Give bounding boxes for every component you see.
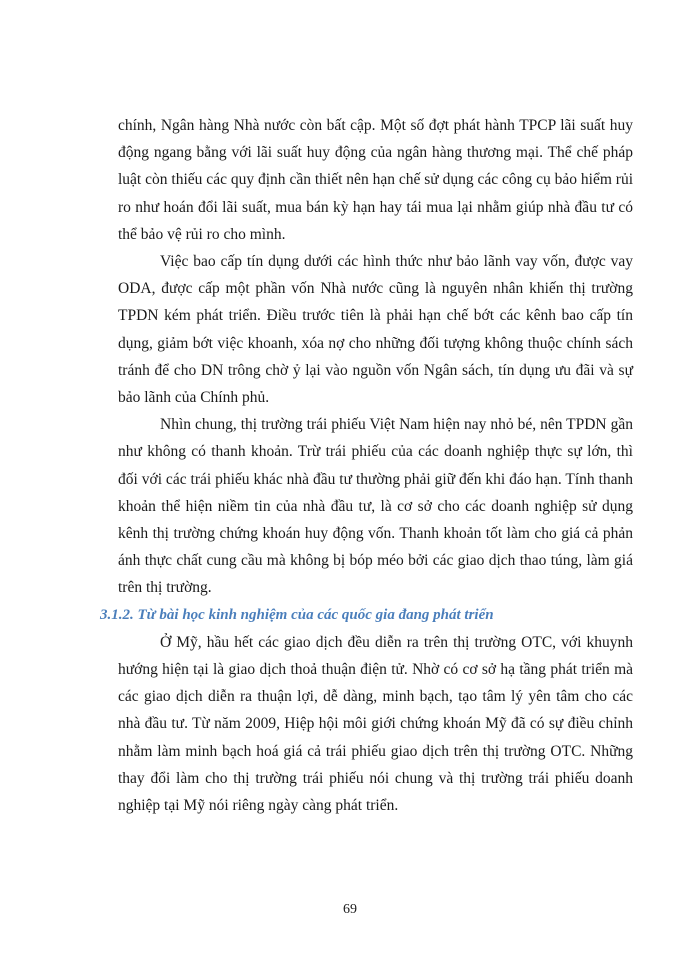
paragraph-2: Việc bao cấp tín dụng dưới các hình thức như bảo lãnh vay vốn, được vay ODA, được cấp một phần vốn Nhà nước cũng là nguyên nhân khiến thị trường TPDN kém phát triển. Điều trước tiên là phải hạn chế bớt các kênh bao cấp tín dụng, giảm bớt việc khoanh, xóa nợ cho những đối tượng không thuộc chính sách tránh để cho DN trông chờ ỷ lại vào nguồn vốn Ngân sách, tín dụng ưu đãi và sự bảo lãnh của Chính phủ.: [118, 253, 633, 407]
paragraph-3: Nhìn chung, thị trường trái phiếu Việt Nam hiện nay nhỏ bé, nên TPDN gần như không có thanh khoản. Trừ trái phiếu của các doanh nghiệp thực sự lớn, thì đối với các trái phiếu khác nhà đầu tư thường phải giữ đến khi đáo hạn. Tính thanh khoản thể hiện niềm tin của nhà đầu tư, là cơ sở cho các doanh nghiệp sử dụng kênh thị trường chứng khoán huy động vốn. Thanh khoản tốt làm cho giá cả phản ánh thực chất cung cầu mà không bị bóp méo bởi các giao dịch thao túng, làm giá trên thị trường.: [118, 416, 633, 597]
section-heading: 3.1.2. Từ bài học kinh nghiệm của các quốc gia đang phát triển: [100, 606, 494, 623]
page-number: 69: [343, 902, 357, 917]
paragraph-1: chính, Ngân hàng Nhà nước còn bất cập. Một số đợt phát hành TPCP lãi suất huy động ngang bằng với lãi suất huy động của ngân hàng thương mại. Thể chế pháp luật còn thiếu các quy định cần thiết nên hạn chế sử dụng các công cụ bảo hiểm rủi ro như hoán đổi lãi suất, mua bán kỳ hạn hay tái mua lại nhằm giúp nhà đầu tư có thể bảo vệ rủi ro cho mình.: [118, 117, 633, 243]
paragraph-4: Ở Mỹ, hầu hết các giao dịch đều diễn ra trên thị trường OTC, với khuynh hướng hiện tại là giao dịch thoả thuận điện tử. Nhờ có cơ sở hạ tầng phát triển mà các giao dịch diễn ra thuận lợi, dễ dàng, minh bạch, tạo tâm lý yên tâm cho các nhà đầu tư. Từ năm 2009, Hiệp hội môi giới chứng khoán Mỹ đã có sự điều chỉnh nhằm làm minh bạch hoá giá cả trái phiếu giao dịch trên thị trường OTC. Những thay đổi làm cho thị trường trái phiếu nói chung và thị trường trái phiếu doanh nghiệp tại Mỹ nói riêng ngày càng phát triển.: [118, 633, 633, 815]
page-body: [100, 112, 633, 819]
